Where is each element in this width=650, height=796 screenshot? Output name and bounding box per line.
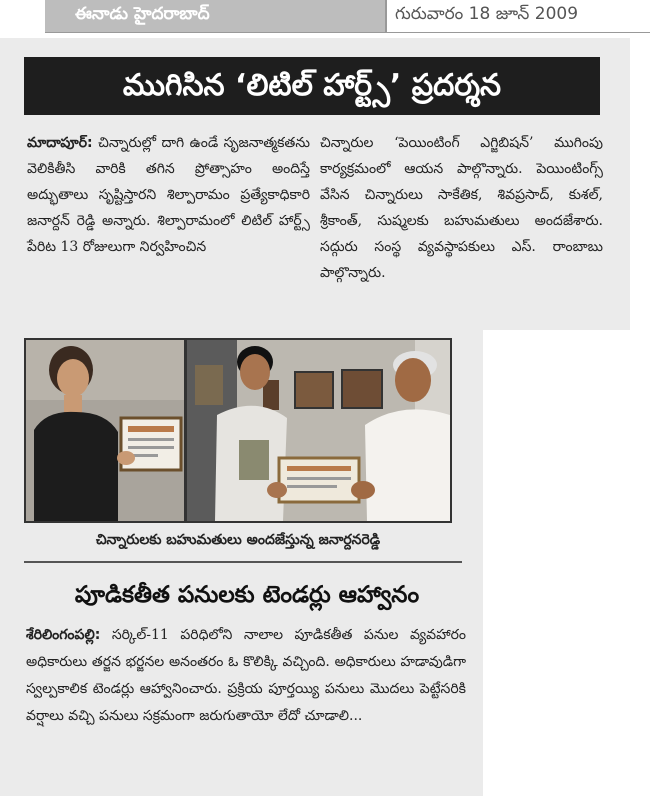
photo-caption: చిన్నారులకు బహుమతులు అందజేస్తున్న జనార్దనరెడ్డి [95, 532, 381, 548]
newspaper-masthead [45, 0, 650, 33]
masthead-date: గురువారం 18 జూన్ 2009 [395, 4, 579, 24]
photo-boy-receiving-certificate [187, 340, 450, 521]
article1-column-2: చిన్నారుల ‘పెయింటింగ్ ఎగ్జిబిషన్’ ముగింపు కార్యక్రమంలో ఆయన పాల్గొన్నారు. పెయింటింగ్స్ వేసిన చిన్నారులు సాకేతిక, శివప్రసాద్, కుశల్, శ్రీకాంత్, సుష్మలకు బహుమతులు అందజేశారు. సద్గురు సంస్థ వ్యవస్థాపకులు ఎస్. రాంబాబు పాల్గొన్నారు. [320, 135, 603, 281]
article1-photos [24, 338, 452, 523]
article1-column-1 [27, 130, 310, 260]
photo-girl-with-certificate [26, 340, 184, 521]
clipping-cut-area [483, 330, 630, 796]
article1-dateline: మాదాపూర్: [27, 135, 93, 151]
article2-body-text: సర్కిల్-11 పరిధిలోని నాలాల పూడికతీత పనుల వ్యవహారం అధికారులు తర్జన భర్జనల అనంతరం ఓ కొలిక్కి వచ్చింది. అధికారులు హడావుడిగా స్వల్పకాలిక టెండర్లు ఆహ్వానించారు. ప్రక్రియ పూర్తయ్యి పనులు మొదలు పెట్టేసరికి వర్షాలు వచ్చి పనులు సక్రమంగా జరుగుతాయో లేదో చూడాలి... [26, 627, 466, 724]
section-divider [24, 561, 462, 563]
article1-column-1-text: చిన్నారుల్లో దాగి ఉండే సృజనాత్మకతను వెలికితీసి వారికి తగిన ప్రోత్సాహం అందిస్తే అద్భుతాలు సృష్టిస్తారని శిల్పారామం ప్రత్యేకాధికారి జనార్దన్ రెడ్డి అన్నారు. శిల్పారామంలో లిటిల్ హార్ట్స్ పేరిట 13 రోజులుగా నిర్వహించిన [27, 135, 310, 255]
article2-dateline: శేరిలింగంపల్లి: [26, 627, 101, 643]
article2-body [26, 622, 466, 730]
article2-headline: పూడికతీత పనులకు టెండర్లు ఆహ్వానం [74, 582, 420, 608]
article1-headline: ముగిసిన ‘లిటిల్ హార్ట్స్’ ప్రదర్శన [24, 57, 600, 115]
masthead-paper-name: ఈనాడు హైదరాబాద్ [75, 4, 210, 24]
masthead-date-box [385, 0, 650, 32]
